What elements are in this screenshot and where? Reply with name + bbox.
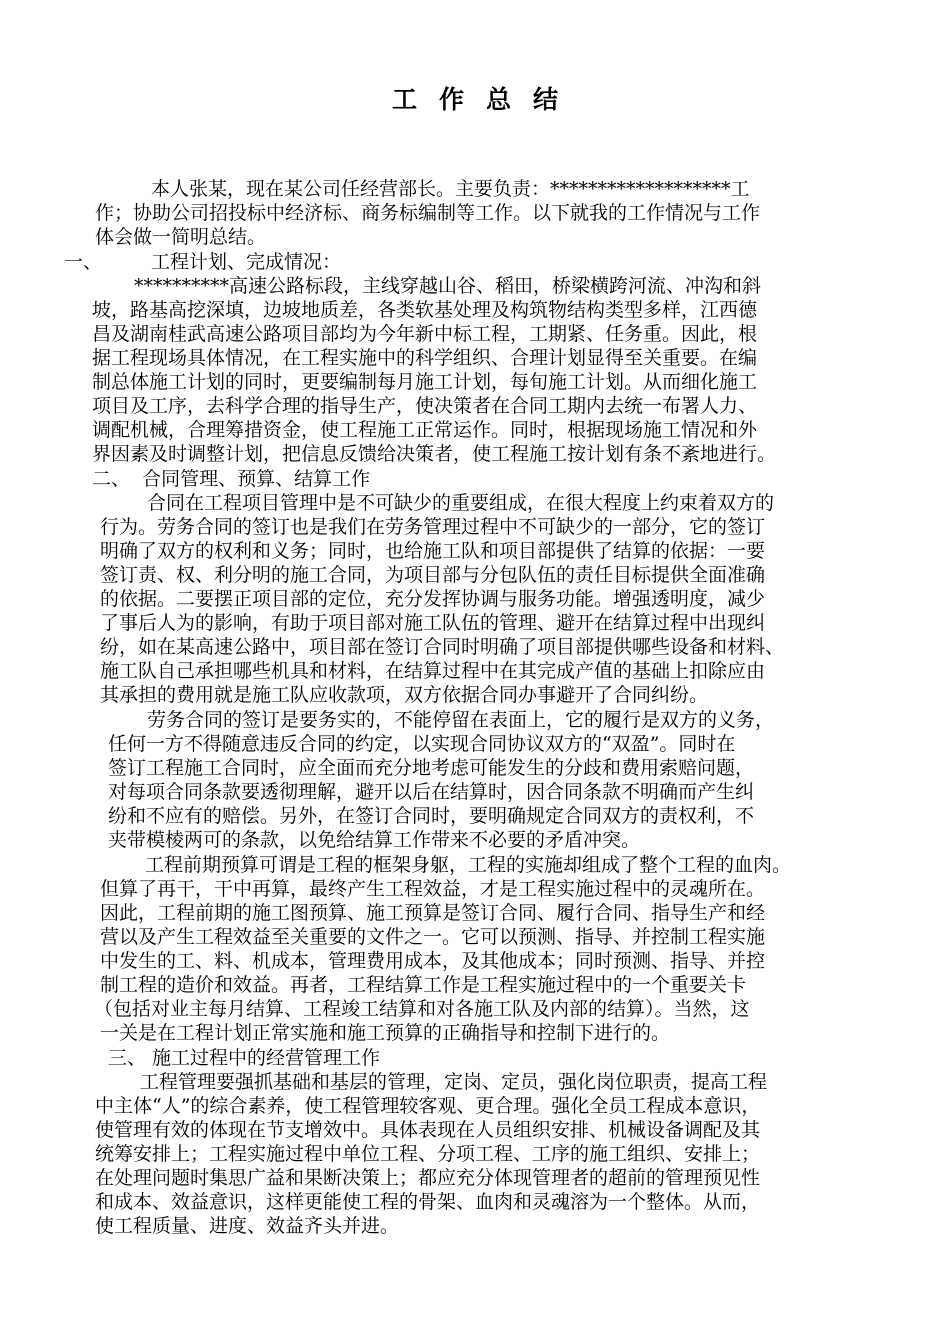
text-line: 使工程质量、进度、效益齐头并进。 bbox=[95, 1215, 400, 1237]
text-line: 昌及湖南桂武高速公路项目部均为今年新中标工程，工期紧、任务重。因此，根 bbox=[92, 323, 758, 345]
text-line: 工程前期预算可谓是工程的框架身躯，工程的实施却组成了整个工程的血肉。 bbox=[145, 854, 792, 876]
section-heading: 二、 合同管理、预算、结算工作 bbox=[92, 468, 371, 490]
text-line: 中主体“人”的综合素养，使工程管理较客观、更合理。强化全员工程成本意识， bbox=[95, 1095, 761, 1117]
section-heading: 工程计划、完成情况： bbox=[151, 251, 342, 273]
text-line: 工程管理要强抓基础和基层的管理，定岗、定员，强化岗位职责，提高工程 bbox=[140, 1071, 768, 1093]
text-line: 一关是在工程计划正常实施和施工预算的正确指导和控制下进行的。 bbox=[100, 1022, 671, 1044]
text-line: 在处理问题时集思广益和果断决策上；都应充分体现管理者的超前的管理预见性 bbox=[95, 1167, 761, 1189]
text-line: 统筹安排上；工程实施过程中单位工程、分项工程、工序的施工组织、安排上； bbox=[95, 1143, 761, 1165]
document-title: 工作总结 bbox=[391, 85, 580, 114]
text-line: 对每项合同条款要透彻理解，避开以后在结算时，因合同条款不明确而产生纠 bbox=[108, 781, 755, 803]
text-line: 合同在工程项目管理中是不可缺少的重要组成，在很大程度上约束着双方的 bbox=[147, 492, 775, 514]
text-line: 作；协助公司招投标中经济标、商务标编制等工作。以下就我的工作情况与工作 bbox=[95, 202, 761, 224]
text-line: 制总体施工计划的同时，更要编制每月施工计划，每旬施工计划。从而细化施工 bbox=[92, 371, 758, 393]
text-line: 调配机械，合理筹措资金，使工程施工正常运作。同时，根据现场施工情况和外 bbox=[92, 419, 758, 441]
text-line: 但算了再干，干中再算，最终产生工程效益，才是工程实施过程中的灵魂所在。 bbox=[100, 878, 766, 900]
text-line: 签订工程施工合同时，应全面而充分地考虑可能发生的分歧和费用索赔问题， bbox=[108, 757, 755, 779]
text-line: 行为。劳务合同的签订也是我们在劳务管理过程中不可缺少的一部分，它的签订 bbox=[100, 516, 766, 538]
text-line: 中发生的工、料、机成本，管理费用成本，及其他成本；同时预测、指导、并控 bbox=[100, 950, 766, 972]
text-line: 任何一方不得随意违反合同的约定，以实现合同协议双方的“双盈”。同时在 bbox=[108, 733, 736, 755]
text-line: 据工程现场具体情况，在工程实施中的科学组织、合理计划显得至关重要。在编 bbox=[92, 347, 758, 369]
text-line: 劳务合同的签订是要务实的，不能停留在表面上，它的履行是双方的义务， bbox=[147, 709, 775, 731]
text-line: 签订责、权、利分明的施工合同，为项目部与分包队伍的责任目标提供全面准确 bbox=[100, 564, 766, 586]
text-line: 本人张某，现在某公司任经营部长。主要负责：*******************工 bbox=[151, 178, 750, 200]
text-line: **********高速公路标段，主线穿越山谷、稻田，桥梁横跨河流、冲沟和斜 bbox=[134, 275, 762, 297]
text-line: （包括对业主每月结算、工程竣工结算和对各施工队及内部的结算）。当然，这 bbox=[94, 998, 750, 1020]
text-line: 纷，如在某高速公路中，项目部在签订合同时明确了项目部提供哪些设备和材料、 bbox=[100, 636, 785, 658]
text-line: 界因素及时调整计划，把信息反馈给决策者，使工程施工按计划有条不紊地进行。 bbox=[92, 443, 777, 465]
text-line: 了事后人为的影响，有助于项目部对施工队伍的管理、避开在结算过程中出现纠 bbox=[100, 612, 766, 634]
text-line: 的依据。二要摆正项目部的定位，充分发挥协调与服务功能。增强透明度，减少 bbox=[100, 588, 766, 610]
text-line: 坡，路基高挖深填，边坡地质差，各类软基处理及构筑物结构类型多样，江西德 bbox=[92, 299, 758, 321]
text-line: 制工程的造价和效益。再者，工程结算工作是工程实施过程中的一个重要关卡 bbox=[100, 974, 747, 996]
text-line: 夹带模棱两可的条款，以免给结算工作带来不必要的矛盾冲突。 bbox=[108, 829, 641, 851]
section-number: 一、 bbox=[64, 251, 103, 273]
text-line: 和成本、效益意识，这样更能使工程的骨架、血肉和灵魂溶为一个整体。从而， bbox=[95, 1191, 761, 1213]
text-line: 因此，工程前期的施工图预算、施工预算是签订合同、履行合同、指导生产和经 bbox=[100, 902, 766, 924]
text-line: 明确了双方的权利和义务；同时，也给施工队和项目部提供了结算的依据：一要 bbox=[100, 540, 766, 562]
section-heading: 三、 施工过程中的经营管理工作 bbox=[108, 1047, 381, 1069]
text-line: 营以及产生工程效益至关重要的文件之一。它可以预测、指导、并控制工程实施 bbox=[100, 926, 766, 948]
text-line: 使管理有效的体现在节支增效中。具体表现在人员组织安排、机械设备调配及其 bbox=[95, 1119, 761, 1141]
text-line: 其承担的费用就是施工队应收款项，双方依据合同办事避开了合同纠纷。 bbox=[100, 684, 709, 706]
text-line: 纷和不应有的赔偿。另外，在签订合同时，要明确规定合同双方的责权利，不 bbox=[108, 805, 755, 827]
text-line: 体会做一简明总结。 bbox=[95, 226, 267, 248]
text-line: 项目及工序，去科学合理的指导生产，使决策者在合同工期内去统一布署人力、 bbox=[92, 395, 758, 417]
text-line: 施工队自己承担哪些机具和材料，在结算过程中在其完成产值的基础上扣除应由 bbox=[100, 660, 766, 682]
